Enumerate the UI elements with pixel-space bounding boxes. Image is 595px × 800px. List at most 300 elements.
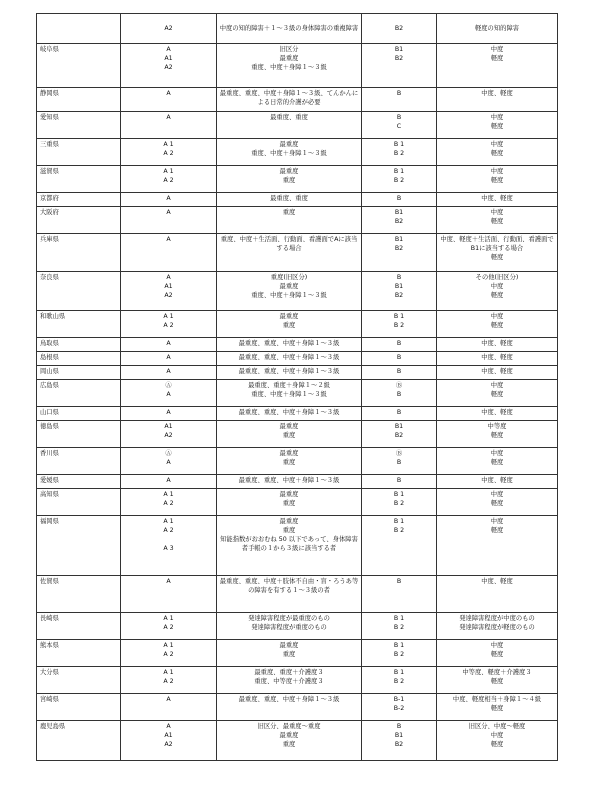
b-grade-line: B xyxy=(396,274,402,281)
a-grade-line: A xyxy=(166,340,171,347)
b-grade-line: Ⓑ xyxy=(395,382,403,389)
a-grade-line: A 1 xyxy=(163,168,174,175)
prefecture-cell: 大阪府 xyxy=(37,207,121,234)
prefecture-cell: 高知県 xyxy=(37,489,121,516)
a-grade-line: A1 xyxy=(164,732,173,739)
table-row xyxy=(37,475,558,489)
b-description-line: 軽度 xyxy=(490,254,504,261)
b-description-cell xyxy=(437,694,558,721)
b-grade-line: B xyxy=(396,90,402,97)
table-row xyxy=(37,667,558,694)
a-grade-line: A 2 xyxy=(163,500,174,507)
table-row xyxy=(37,613,558,640)
a-description-cell xyxy=(217,193,362,207)
table-row xyxy=(37,207,558,234)
a-grade-cell xyxy=(121,338,217,352)
table-row xyxy=(37,421,558,448)
b-description-cell xyxy=(437,88,558,112)
b-description-cell xyxy=(437,234,558,272)
b-description-line: 中等度、軽度＋介護度３ xyxy=(462,669,532,676)
a-description-line: 重度 xyxy=(282,432,296,439)
a-description-line: 発達障害程度が重度のもの xyxy=(251,624,327,631)
a-description-cell xyxy=(217,407,362,421)
a-grade-line: A 2 xyxy=(163,527,174,534)
table-row xyxy=(37,407,558,421)
a-grade-cell xyxy=(121,721,217,761)
a-description-cell xyxy=(217,421,362,448)
a-description-cell xyxy=(217,338,362,352)
b-grade-line: B1 xyxy=(394,283,404,290)
b-grade-cell xyxy=(362,380,437,407)
a-grade-cell xyxy=(121,193,217,207)
a-description-line: 最重度 xyxy=(279,283,299,290)
a-description-cell xyxy=(217,166,362,193)
a-grade-cell xyxy=(121,112,217,139)
prefecture-cell: 香川県 xyxy=(37,448,121,475)
a-grade-cell xyxy=(121,667,217,694)
table-row xyxy=(37,366,558,380)
b-grade-cell xyxy=(362,166,437,193)
a-grade-line: Ⓐ xyxy=(165,450,172,457)
a-grade-line: A xyxy=(166,477,171,484)
table-row xyxy=(37,352,558,366)
a-grade-line: A xyxy=(166,90,171,97)
b-grade-line: B xyxy=(396,578,402,585)
b-description-line: 中度 xyxy=(490,732,504,739)
b-grade-cell xyxy=(362,640,437,667)
a-description-cell xyxy=(217,516,362,576)
b-description-line: 中度 xyxy=(490,313,504,320)
b-grade-cell xyxy=(362,352,437,366)
b-grade-line: B 2 xyxy=(393,177,405,184)
a-description-line: 最重度、重度＋介護度３ xyxy=(254,669,324,676)
a-grade-line: A1 xyxy=(164,423,173,430)
header-row xyxy=(37,14,558,44)
b-description-line: 中度、軽度 xyxy=(481,340,513,347)
a-description-cell xyxy=(217,234,362,272)
a-description-line: 重度 xyxy=(282,651,296,658)
b-description-line: 中度、軽度 xyxy=(481,195,513,202)
a-description-line: 知能指数がおおむね 50 以下であって、身体障害者手帳の１から３級に該当する者 xyxy=(220,536,358,552)
b-grade-line: B 1 xyxy=(393,313,405,320)
a-description-line: 旧区分、最重度～重度 xyxy=(257,723,321,730)
a-grade-line: A 1 xyxy=(163,669,174,676)
b-description-line: 軽度 xyxy=(490,705,504,712)
b-description-line: 中度、軽度 xyxy=(481,368,513,375)
a-grade-cell xyxy=(121,380,217,407)
b-description-cell xyxy=(437,193,558,207)
a-description-line: 最重度 xyxy=(279,732,299,739)
b-description-line: その他(旧区分) xyxy=(475,274,519,281)
b-description-cell xyxy=(437,407,558,421)
disability-grade-table xyxy=(36,13,558,761)
header-prefecture xyxy=(37,14,121,44)
b-description-line: 軽度 xyxy=(490,123,504,130)
table-row xyxy=(37,166,558,193)
b-description-line: 中度 xyxy=(490,209,504,216)
a-description-line: 重度、中度＋生活面、行動面、看護面でAに該当する場合 xyxy=(220,236,358,252)
a-description-line: 発達障害程度が最重度のもの xyxy=(248,615,330,622)
b-grade-line: B 1 xyxy=(393,518,405,525)
table-row xyxy=(37,380,558,407)
a-description-line: 最重度、重度、中度＋身障１～３級 xyxy=(238,409,340,416)
a-description-line: 重度、中度＋身障１～３級 xyxy=(251,150,327,157)
a-grade-line: A 2 xyxy=(163,150,174,157)
b-grade-line: B 1 xyxy=(393,168,405,175)
b-grade-cell xyxy=(362,88,437,112)
a-description-line: 最重度 xyxy=(279,450,299,457)
a-grade-line: A xyxy=(166,391,171,398)
a-grade-line: A 1 xyxy=(163,518,174,525)
prefecture-cell: 佐賀県 xyxy=(37,576,121,613)
prefecture-cell: 鹿児島県 xyxy=(37,721,121,761)
prefecture-cell: 三重県 xyxy=(37,139,121,166)
a-grade-cell xyxy=(121,234,217,272)
b-grade-line: B 2 xyxy=(393,500,405,507)
a-description-cell xyxy=(217,139,362,166)
a-grade-line: A2 xyxy=(164,741,173,748)
b-grade-line: B1 xyxy=(394,46,404,53)
b-description-cell xyxy=(437,166,558,193)
a-grade-line: A xyxy=(166,368,171,375)
b-description-line: 中度、軽度 xyxy=(481,477,513,484)
a-description-line: 最重度 xyxy=(279,313,299,320)
b-description-cell xyxy=(437,576,558,613)
a-grade-line: Ⓐ xyxy=(165,382,172,389)
a-description-line: 最重度、重度、中度＋身障１～３級 xyxy=(238,340,340,347)
prefecture-cell: 山口県 xyxy=(37,407,121,421)
b-grade-cell xyxy=(362,311,437,338)
a-grade-cell xyxy=(121,139,217,166)
prefecture-cell: 宮崎県 xyxy=(37,694,121,721)
b-description-cell xyxy=(437,112,558,139)
prefecture-cell: 奈良県 xyxy=(37,272,121,311)
a-description-line: 重度 xyxy=(282,527,296,534)
b-description-line: 軽度 xyxy=(490,55,504,62)
a-grade-cell xyxy=(121,640,217,667)
table-row xyxy=(37,448,558,475)
b-grade-line: B 1 xyxy=(393,615,405,622)
a-description-line: 最重度、重度＋身障１～２級 xyxy=(248,382,330,389)
a-grade-line: A 2 xyxy=(163,651,174,658)
a-grade-line: A 1 xyxy=(163,642,174,649)
b-description-line: 中度、軽度 xyxy=(481,409,513,416)
a-grade-cell xyxy=(121,448,217,475)
b-description-line: 中等度 xyxy=(487,423,507,430)
a-grade-cell xyxy=(121,516,217,576)
b-grade-line: B xyxy=(396,195,402,202)
b-description-line: 中度 xyxy=(490,114,504,121)
a-grade-line: A xyxy=(166,696,171,703)
prefecture-cell: 岡山県 xyxy=(37,366,121,380)
a-grade-line: A xyxy=(166,459,171,466)
a-description-line: 重度、中度＋身障１～３級 xyxy=(251,292,327,299)
a-description-line: 最重度、重度、中度＋身障１～３級 xyxy=(238,354,340,361)
a-description-cell xyxy=(217,721,362,761)
b-description-line: 中度 xyxy=(490,141,504,148)
b-description-line: 中度、軽度 xyxy=(481,578,513,585)
b-grade-cell xyxy=(362,421,437,448)
b-grade-line: C xyxy=(396,123,402,130)
b-grade-line: B-1 xyxy=(393,696,405,703)
b-grade-cell xyxy=(362,694,437,721)
b-grade-cell xyxy=(362,207,437,234)
b-grade-line: B 2 xyxy=(393,624,405,631)
b-grade-cell xyxy=(362,516,437,576)
b-grade-cell xyxy=(362,667,437,694)
b-grade-line: B 2 xyxy=(393,150,405,157)
b-description-cell xyxy=(437,421,558,448)
b-description-cell xyxy=(437,516,558,576)
b-description-line: 軽度 xyxy=(490,292,504,299)
b-description-line: 軽度 xyxy=(490,651,504,658)
a-description-cell xyxy=(217,311,362,338)
b-grade-cell xyxy=(362,338,437,352)
a-description-line: 最重度 xyxy=(279,642,299,649)
b-grade-line: B 2 xyxy=(393,527,405,534)
b-description-line: 軽度 xyxy=(490,322,504,329)
a-grade-line xyxy=(123,535,214,544)
a-description-cell xyxy=(217,366,362,380)
a-description-line: 旧区分 xyxy=(279,46,299,53)
a-grade-cell xyxy=(121,352,217,366)
b-grade-line: B xyxy=(396,391,402,398)
prefecture-cell: 岐阜県 xyxy=(37,44,121,88)
a-grade-line: A 1 xyxy=(163,615,174,622)
a-description-line: 最重度、重度、中度＋身障１～３級 xyxy=(238,696,340,703)
table-row xyxy=(37,139,558,166)
a-grade-line: A 2 xyxy=(163,177,174,184)
b-grade-line: B-2 xyxy=(393,705,405,712)
b-description-cell xyxy=(437,640,558,667)
b-grade-cell xyxy=(362,448,437,475)
b-grade-line: B 1 xyxy=(393,669,405,676)
b-grade-cell xyxy=(362,721,437,761)
a-grade-line: A xyxy=(166,578,171,585)
a-grade-line: A xyxy=(166,723,171,730)
b-grade-line: B1 xyxy=(394,423,404,430)
a-grade-cell xyxy=(121,576,217,613)
a-description-cell xyxy=(217,352,362,366)
b-description-line: 中度、軽度 xyxy=(481,354,513,361)
table-row xyxy=(37,489,558,516)
a-grade-line: A xyxy=(166,354,171,361)
b-grade-cell xyxy=(362,366,437,380)
a-grade-line: A1 xyxy=(164,283,173,290)
b-grade-line: B xyxy=(396,354,402,361)
a-description-line: 最重度 xyxy=(279,168,299,175)
table-row xyxy=(37,640,558,667)
a-description-cell xyxy=(217,694,362,721)
b-grade-cell xyxy=(362,139,437,166)
b-description-line: 軽度 xyxy=(490,432,504,439)
prefecture-cell: 福岡県 xyxy=(37,516,121,576)
a-grade-cell xyxy=(121,166,217,193)
table-row xyxy=(37,88,558,112)
a-description-line: 最重度、重度 xyxy=(270,195,308,202)
b-description-cell xyxy=(437,613,558,640)
b-description-line: 中度 xyxy=(490,382,504,389)
b-grade-line: B xyxy=(396,114,402,121)
a-grade-line: A 1 xyxy=(163,491,174,498)
b-grade-line: Ⓑ xyxy=(395,450,403,457)
b-description-line: 軽度 xyxy=(490,678,504,685)
b-description-cell xyxy=(437,207,558,234)
b-description-line: 中度 xyxy=(490,491,504,498)
prefecture-cell: 滋賀県 xyxy=(37,166,121,193)
a-description-line: 最重度、重度、中度＋身障１～３級 xyxy=(238,368,340,375)
b-grade-line: B xyxy=(396,340,402,347)
b-grade-cell xyxy=(362,407,437,421)
b-description-cell xyxy=(437,475,558,489)
b-grade-line: B 1 xyxy=(393,491,405,498)
a-grade-cell xyxy=(121,421,217,448)
a-grade-cell xyxy=(121,272,217,311)
prefecture-cell: 鳥取県 xyxy=(37,338,121,352)
a-grade-cell xyxy=(121,407,217,421)
prefecture-cell: 大分県 xyxy=(37,667,121,694)
b-grade-cell xyxy=(362,272,437,311)
prefecture-cell: 広島県 xyxy=(37,380,121,407)
b-description-cell xyxy=(437,667,558,694)
a-description-cell xyxy=(217,88,362,112)
b-grade-cell xyxy=(362,193,437,207)
prefecture-cell: 愛知県 xyxy=(37,112,121,139)
b-description-cell xyxy=(437,721,558,761)
a-description-line: 最重度、重度、中度＋肢体不自由・盲・ろうあ等の障害を有する１～３級の者 xyxy=(219,578,359,594)
b-description-cell xyxy=(437,44,558,88)
header-b-description: 軽度の知的障害 xyxy=(437,14,558,44)
b-grade-line: B1 xyxy=(394,236,404,243)
b-grade-line: B2 xyxy=(394,218,404,225)
a-description-line: 最重度、重度、中度＋身障１～３級、てんかんによる日常的介護が必要 xyxy=(219,90,359,106)
b-grade-cell xyxy=(362,489,437,516)
b-grade-cell xyxy=(362,475,437,489)
prefecture-cell: 静岡県 xyxy=(37,88,121,112)
a-description-cell xyxy=(217,272,362,311)
b-description-line: 軽度 xyxy=(490,177,504,184)
b-grade-line: B 2 xyxy=(393,678,405,685)
b-grade-line: B xyxy=(396,459,402,466)
a-description-line: 重度 xyxy=(282,459,296,466)
prefecture-cell: 和歌山県 xyxy=(37,311,121,338)
table-row xyxy=(37,234,558,272)
a-description-cell xyxy=(217,44,362,88)
b-description-cell xyxy=(437,139,558,166)
a-description-line: 重度、中度＋身障１～３級 xyxy=(251,64,327,71)
header-a-description: 中度の知的障害＋１～３級の身体障害の重複障害 xyxy=(217,14,362,44)
b-description-line: 中度 xyxy=(490,518,504,525)
a-grade-line: A 1 xyxy=(163,141,174,148)
a-description-line: 重度 xyxy=(282,741,296,748)
b-description-cell xyxy=(437,338,558,352)
a-grade-line: A2 xyxy=(164,64,173,71)
b-grade-line: B2 xyxy=(394,741,404,748)
table-row xyxy=(37,112,558,139)
b-description-cell xyxy=(437,489,558,516)
header-a-grade: A2 xyxy=(121,14,217,44)
prefecture-cell: 熊本県 xyxy=(37,640,121,667)
b-grade-line: B2 xyxy=(394,292,404,299)
a-grade-line: A xyxy=(166,195,171,202)
b-grade-cell xyxy=(362,613,437,640)
prefecture-cell: 愛媛県 xyxy=(37,475,121,489)
b-grade-line: B2 xyxy=(394,432,404,439)
table-row xyxy=(37,694,558,721)
b-description-line: 中度 xyxy=(490,642,504,649)
prefecture-cell: 島根県 xyxy=(37,352,121,366)
b-grade-cell xyxy=(362,112,437,139)
prefecture-cell: 徳島県 xyxy=(37,421,121,448)
a-grade-cell xyxy=(121,694,217,721)
a-description-line: 重度 xyxy=(282,500,296,507)
a-description-line: 重度、中等度＋介護度３ xyxy=(254,678,324,685)
a-description-cell xyxy=(217,380,362,407)
b-description-line: 旧区分、中度～軽度 xyxy=(468,723,526,730)
header-b-grade: B2 xyxy=(362,14,437,44)
a-description-line: 最重度 xyxy=(279,55,299,62)
a-grade-line: A xyxy=(166,236,171,243)
a-description-cell xyxy=(217,475,362,489)
a-grade-cell xyxy=(121,207,217,234)
a-grade-line: A xyxy=(166,274,171,281)
a-description-cell xyxy=(217,613,362,640)
a-description-cell xyxy=(217,576,362,613)
b-grade-line: B1 xyxy=(394,209,404,216)
a-description-line: 重度 xyxy=(282,322,296,329)
a-description-cell xyxy=(217,667,362,694)
b-description-line: 中度、軽度 xyxy=(481,90,513,97)
a-grade-line: A xyxy=(166,209,171,216)
b-description-line: 軽度 xyxy=(490,500,504,507)
b-grade-line: B 1 xyxy=(393,141,405,148)
b-grade-line: B xyxy=(396,409,402,416)
a-description-line: 最重度、重度、中度＋身障１～３級 xyxy=(238,477,340,484)
b-description-line: 軽度 xyxy=(490,150,504,157)
b-description-line: 発達障害程度が軽度のもの xyxy=(459,624,535,631)
a-description-line: 最重度 xyxy=(279,491,299,498)
a-grade-cell xyxy=(121,311,217,338)
b-grade-cell xyxy=(362,576,437,613)
a-grade-line: A xyxy=(166,46,171,53)
a-grade-line: A2 xyxy=(164,292,173,299)
a-description-cell xyxy=(217,112,362,139)
a-grade-line: A 1 xyxy=(163,313,174,320)
b-description-cell xyxy=(437,366,558,380)
a-grade-line: A1 xyxy=(164,55,173,62)
a-grade-line: A 2 xyxy=(163,678,174,685)
table-row xyxy=(37,576,558,613)
a-grade-cell xyxy=(121,489,217,516)
b-grade-line: B xyxy=(396,368,402,375)
table-row xyxy=(37,516,558,576)
b-description-line: 軽度 xyxy=(490,459,504,466)
a-description-cell xyxy=(217,207,362,234)
a-description-line: 最重度 xyxy=(279,141,299,148)
b-description-cell xyxy=(437,448,558,475)
b-grade-line: B1 xyxy=(394,732,404,739)
prefecture-cell: 兵庫県 xyxy=(37,234,121,272)
b-grade-line: B2 xyxy=(394,55,404,62)
a-grade-cell xyxy=(121,366,217,380)
a-description-cell xyxy=(217,448,362,475)
b-description-line: 軽度 xyxy=(490,527,504,534)
b-description-cell xyxy=(437,380,558,407)
b-grade-line: B xyxy=(396,477,402,484)
b-description-line: 中度 xyxy=(490,168,504,175)
b-grade-line: B2 xyxy=(394,245,404,252)
table-row xyxy=(37,311,558,338)
